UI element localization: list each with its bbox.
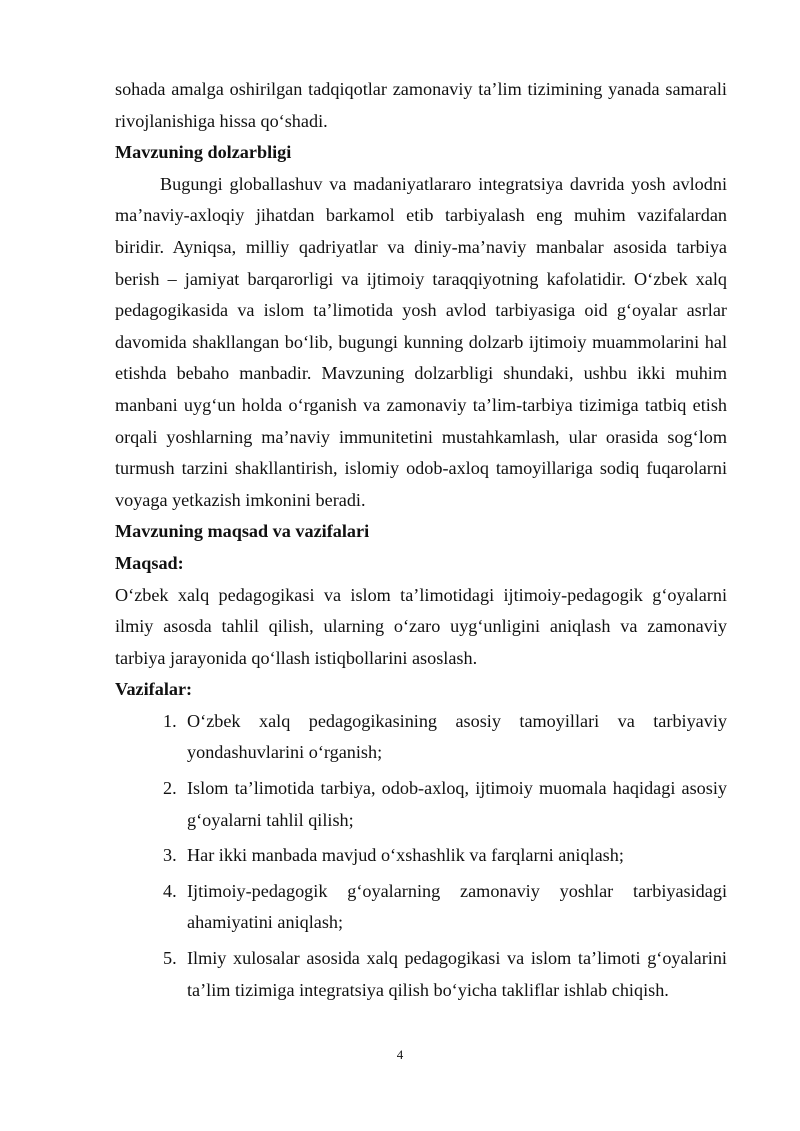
list-item-number: 2.	[163, 778, 177, 799]
continuation-paragraph: sohada amalga oshirilgan tadqiqotlar zamonaviy ta’lim tizimining yanada samarali rivojlanishiga hissa qo‘shadi.	[115, 79, 727, 131]
list-item-number: 4.	[163, 880, 177, 901]
list-item	[163, 876, 727, 939]
list-item	[163, 706, 727, 769]
list-item-number: 3.	[163, 845, 177, 866]
list-item-text: Har ikki manbada mavjud o‘xshashlik va farqlarni aniqlash;	[187, 845, 624, 866]
list-item-number: 1.	[163, 710, 177, 731]
list-item-text: Islom ta’limotida tarbiya, odob-axloq, ijtimoiy muomala haqidagi asosiy g‘oyalarni tahlil qilish;	[187, 778, 727, 830]
list-item	[163, 773, 727, 836]
list-item-number: 5.	[163, 948, 177, 969]
aim-heading: Maqsad:	[115, 552, 184, 573]
relevance-paragraph: Bugungi globallashuv va madaniyatlararo integratsiya davrida yosh avlodni ma’naviy-axloqiy jihatdan barkamol etib tarbiyalash eng muhim vazifalardan biridir. Ayniqsa, milliy qadriyatlar va diniy-ma’naviy manbalar asosida tarbiya berish – jamiyat barqarorligi va ijtimoiy taraqqiyotning kafolatidir. O‘zbek xalq pedagogikasida va islom ta’limotida yosh avlod tarbiyasiga oid g‘oyalar asrlar davomida shakllangan bo‘lib, bugungi kunning dolzarb ijtimoiy muammolarini hal etishda bebaho manbadir. Mavzuning dolzarbligi shundaki, ushbu ikki muhim manbani uyg‘un holda o‘rganish va zamonaviy ta’lim-tarbiya tizimiga tatbiq etish orqali yoshlarning ma’naviy immunitetini mustahkamlash, ular orasida sog‘lom turmush tarzini shakllantirish, islomiy odob-axloq tamoyillariga sodiq fuqarolarni voyaga yetkazish imkonini beradi.	[115, 173, 727, 510]
tasks-list	[115, 706, 727, 1006]
aim-paragraph: O‘zbek xalq pedagogikasi va islom ta’limotidagi ijtimoiy-pedagogik g‘oyalarni ilmiy asosda tahlil qilish, ularning o‘zaro uyg‘unligini aniqlash va zamonaviy tarbiya jarayonida qo‘llash istiqbollarini asoslash.	[115, 584, 727, 668]
relevance-heading: Mavzuning dolzarbligi	[115, 142, 292, 163]
page-number: 4	[396, 1047, 404, 1062]
list-item-text: O‘zbek xalq pedagogikasining asosiy tamoyillari va tarbiyaviy yondashuvlarini o‘rganish;	[187, 710, 727, 763]
list-item-text: Ilmiy xulosalar asosida xalq pedagogikasi va islom ta’limoti g‘oyalarini ta’lim tizimiga integratsiya qilish bo‘yicha takliflar ishlab chiqish.	[187, 948, 727, 1000]
tasks-heading: Vazifalar:	[115, 679, 193, 700]
list-item	[163, 840, 727, 872]
goals-heading: Mavzuning maqsad va vazifalari	[115, 521, 370, 542]
list-item	[163, 943, 727, 1006]
list-item-text: Ijtimoiy-pedagogik g‘oyalarning zamonaviy yoshlar tarbiyasidagi ahamiyatini aniqlash;	[187, 880, 727, 933]
